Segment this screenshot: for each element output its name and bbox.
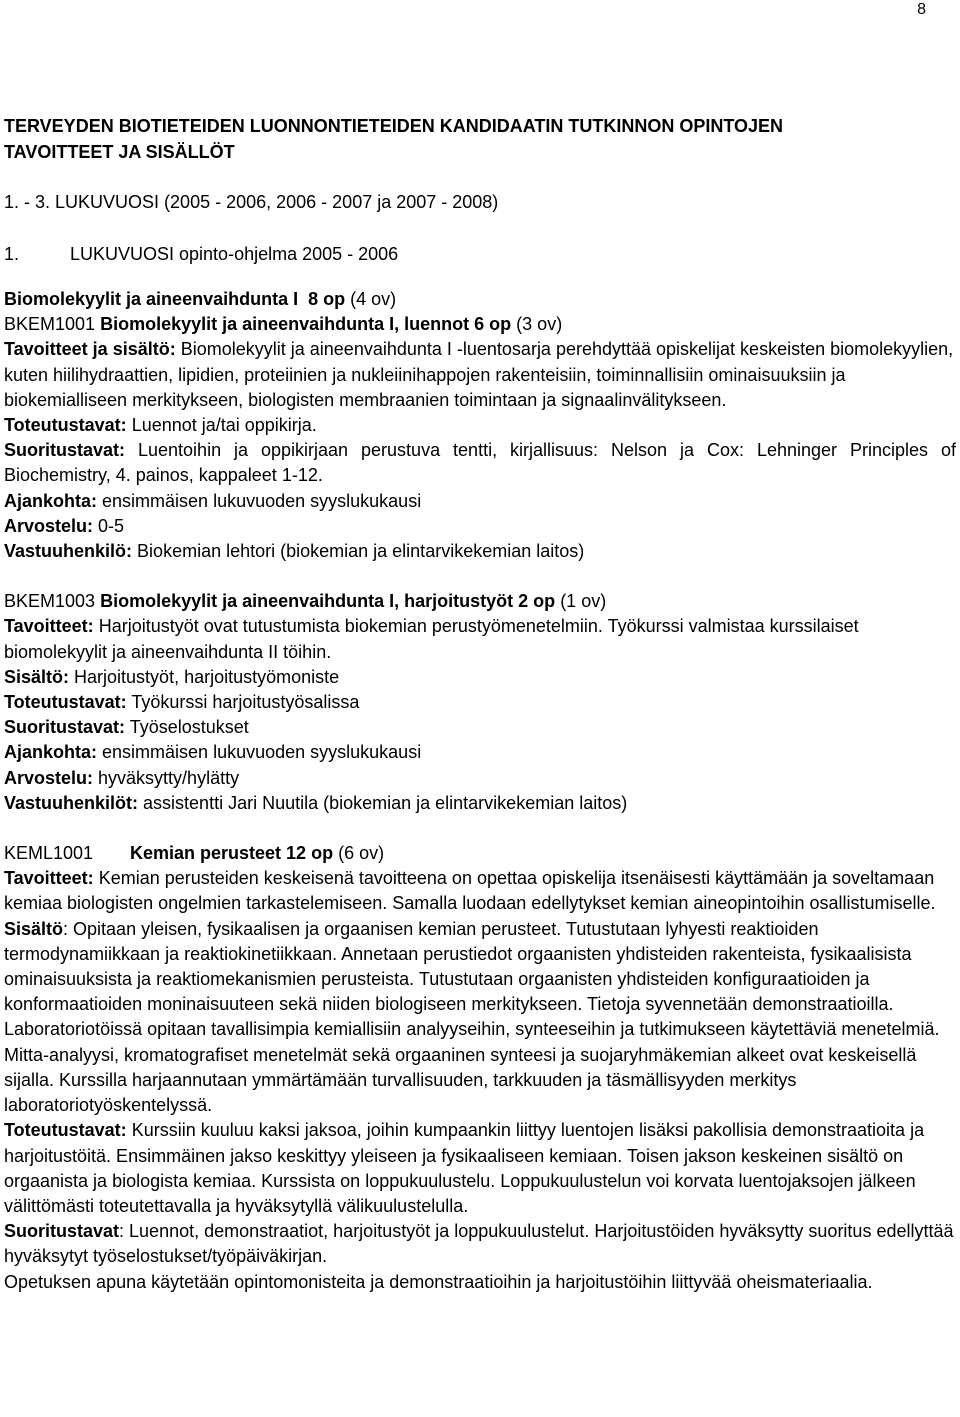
course-name: Biomolekyylit ja aineenvaihdunta I, luennot 6 op — [100, 314, 512, 335]
course-implementation — [4, 1118, 956, 1219]
goal-text: Harjoitustyöt ovat tutustumista biokemian perustyömenetelmiin. Työkurssi valmistaa kurssilaiset biomolekyylit ja aineenvaihdunta II töihin. — [4, 616, 859, 662]
course-timing — [4, 740, 956, 765]
course-bkem1001 — [4, 312, 956, 564]
time-label: Ajankohta: — [4, 742, 98, 763]
course-grading — [4, 514, 956, 539]
comp-label: Suoritustavat — [4, 1221, 120, 1242]
time-text: ensimmäisen lukuvuoden syyslukukausi — [102, 490, 422, 511]
course-completion — [4, 438, 956, 488]
course-responsible — [4, 539, 956, 564]
course-content — [4, 917, 956, 1119]
course-ects: (3 ov) — [516, 314, 563, 335]
study-period: 1. - 3. LUKUVUOSI (2005 - 2006, 2006 - 2007 ja 2007 - 2008) — [4, 192, 499, 212]
impl-text: Kurssiin kuuluu kaksi jaksoa, joihin kumpaankin liittyy luentojen lisäksi pakollisia demonstraatioita ja harjoitustöitä. Ensimmäinen jakso keskittyy yleiseen ja fysikaaliseen kemiaan. Toisen jakson keskeinen sisältö on orgaanista ja biologista kemiaa. Kurssista on loppukuulustelu. Loppukuulustelun voi korvata luentojaksojen jälkeen välittömästi toteutettavalla ja hyväksytyllä välikuulustelulla. — [4, 1120, 925, 1216]
page-number: 8 — [917, 1, 926, 18]
course-goal — [4, 337, 956, 413]
course-code: KEML1001 — [4, 843, 94, 864]
course-extra: Opetuksen apuna käytetään opintomonisteita ja demonstraatioihin ja harjoitustöihin liittyvää oheismateriaalia. — [4, 1271, 873, 1292]
course-completion — [4, 715, 956, 740]
module-name: Biomolekyylit ja aineenvaihdunta I — [4, 289, 299, 309]
comp-text: Työselostukset — [129, 717, 249, 738]
course-goal — [4, 866, 956, 916]
content-text: Harjoitustyöt, harjoitustyömoniste — [74, 666, 340, 687]
course-completion — [4, 1219, 956, 1269]
content-text: : Opitaan yleisen, fysikaalisen ja orgaanisen kemian perusteet. Tutustutaan lyhyesti reaktioiden termodynamiikkaan ja reaktiokinetiikkaan. Annetaan perustiedot orgaanisten yhdisteiden rakenteista, fysikaalisista ominaisuuksista ja reaktiomekanismien perusteista. Tutustutaan orgaanisten yhdisteiden konfiguraatioiden ja konformaatioiden moninaisuuteen sekä niiden biologiseen merkitykseen. Tietoja syvennetään demonstraatioilla. Laboratoriotöissä opitaan tavallisimpia kemiallisiin analyyseihin, synteeseihin ja tutkimukseen käytettäviä menetelmiä. Mitta-analyysi, kromatografiset menetelmät sekä orgaaninen synteesi ja suojaryhmäkemian alkeet ovat keskeisellä sijalla. Kurssilla harjaannutaan ymmärtämään turvallisuuden, tarkkuuden ja täsmällisyyden merkitys laboratoriotyöskentelyssä. — [4, 918, 940, 1116]
impl-text: Luennot ja/tai oppikirja. — [131, 415, 317, 436]
course-code: BKEM1003 — [4, 591, 96, 612]
title-line-2: TAVOITTEET JA SISÄLLÖT — [4, 142, 235, 162]
title-line-1: TERVEYDEN BIOTIETEIDEN LUONNONTIETEIDEN KANDIDAATIN TUTKINNON OPINTOJEN — [4, 116, 784, 136]
course-code: BKEM1001 — [4, 314, 96, 335]
impl-text: Työkurssi harjoitustyösalissa — [131, 692, 360, 713]
course-heading — [4, 312, 956, 337]
grade-label: Arvostelu: — [4, 767, 94, 788]
course-ects: (1 ov) — [560, 591, 607, 612]
course-goal — [4, 614, 956, 664]
goal-label: Tavoitteet ja sisältö: — [4, 339, 176, 360]
comp-label: Suoritustavat: — [4, 440, 126, 461]
resp-label: Vastuuhenkilö: — [4, 541, 133, 562]
module-ects: (4 ov) — [350, 289, 397, 309]
course-responsible — [4, 791, 956, 816]
goal-text: Kemian perusteiden keskeisenä tavoitteena on opettaa opiskelija itsenäisesti käyttämään ja soveltamaan kemiaa biologisten ongelmien tarkastelemiseen. Samalla luodaan edellytykset kemian aineopintoihin osallistumiselle. — [4, 868, 936, 914]
content-label: Sisältö — [4, 918, 64, 939]
course-keml1001 — [4, 841, 956, 1295]
comp-text: : Luennot, demonstraatiot, harjoitustyöt ja loppukuulustelut. Harjoitustöiden hyväksytty suoritus edellyttää hyväksytyt työselostukset/työpäiväkirjan. — [4, 1221, 954, 1267]
course-implementation — [4, 690, 956, 715]
time-label: Ajankohta: — [4, 490, 98, 511]
year-title: LUKUVUOSI opinto-ohjelma 2005 - 2006 — [70, 244, 399, 264]
course-grading — [4, 766, 956, 791]
impl-label: Toteutustavat: — [4, 1120, 127, 1141]
impl-label: Toteutustavat: — [4, 692, 127, 713]
course-name: Kemian perusteet 12 op — [130, 843, 334, 864]
year-heading — [4, 241, 956, 267]
course-timing — [4, 489, 956, 514]
resp-text: Biokemian lehtori (biokemian ja elintarvikekemian laitos) — [137, 541, 585, 562]
document-body — [4, 113, 956, 1295]
goal-label: Tavoitteet: — [4, 868, 94, 889]
year-number: 1. — [4, 244, 20, 264]
resp-text: assistentti Jari Nuutila (biokemian ja elintarvikekemian laitos) — [143, 792, 628, 813]
impl-label: Toteutustavat: — [4, 415, 127, 436]
module-heading — [4, 287, 956, 312]
resp-label: Vastuuhenkilöt: — [4, 792, 139, 813]
course-content — [4, 665, 956, 690]
comp-label: Suoritustavat: — [4, 717, 126, 738]
module-credits: 8 op — [308, 289, 346, 309]
grade-text: 0-5 — [98, 515, 125, 536]
goal-label: Tavoitteet: — [4, 616, 94, 637]
course-heading — [4, 589, 956, 614]
course-heading — [4, 841, 956, 866]
course-name: Biomolekyylit ja aineenvaihdunta I, harjoitustyöt 2 op — [100, 591, 556, 612]
document-title — [4, 113, 956, 165]
goal-text: Biomolekyylit ja aineenvaihdunta I -luentosarja perehdyttää opiskelijat keskeisten biomolekyylien, kuten hiilihydraattien, lipidien, proteiinien ja nukleiinihappojen rakenteisiin, toiminnallisiin ominaisuuksiin ja biokemialliseen merkitykseen, biologisten membraanien toimintaan ja signaalinvälitykseen. — [4, 339, 954, 410]
course-bkem1003 — [4, 589, 956, 816]
grade-label: Arvostelu: — [4, 515, 94, 536]
grade-text: hyväksytty/hylätty — [98, 767, 240, 788]
content-label: Sisältö: — [4, 666, 70, 687]
comp-text: Luentoihin ja oppikirjaan perustuva tentti, kirjallisuus: Nelson ja Cox: Lehninger Principles of Biochemistry, 4. painos, kappaleet 1-12. — [4, 440, 956, 486]
time-text: ensimmäisen lukuvuoden syyslukukausi — [102, 742, 422, 763]
course-implementation — [4, 413, 956, 438]
course-ects: (6 ov) — [338, 843, 385, 864]
